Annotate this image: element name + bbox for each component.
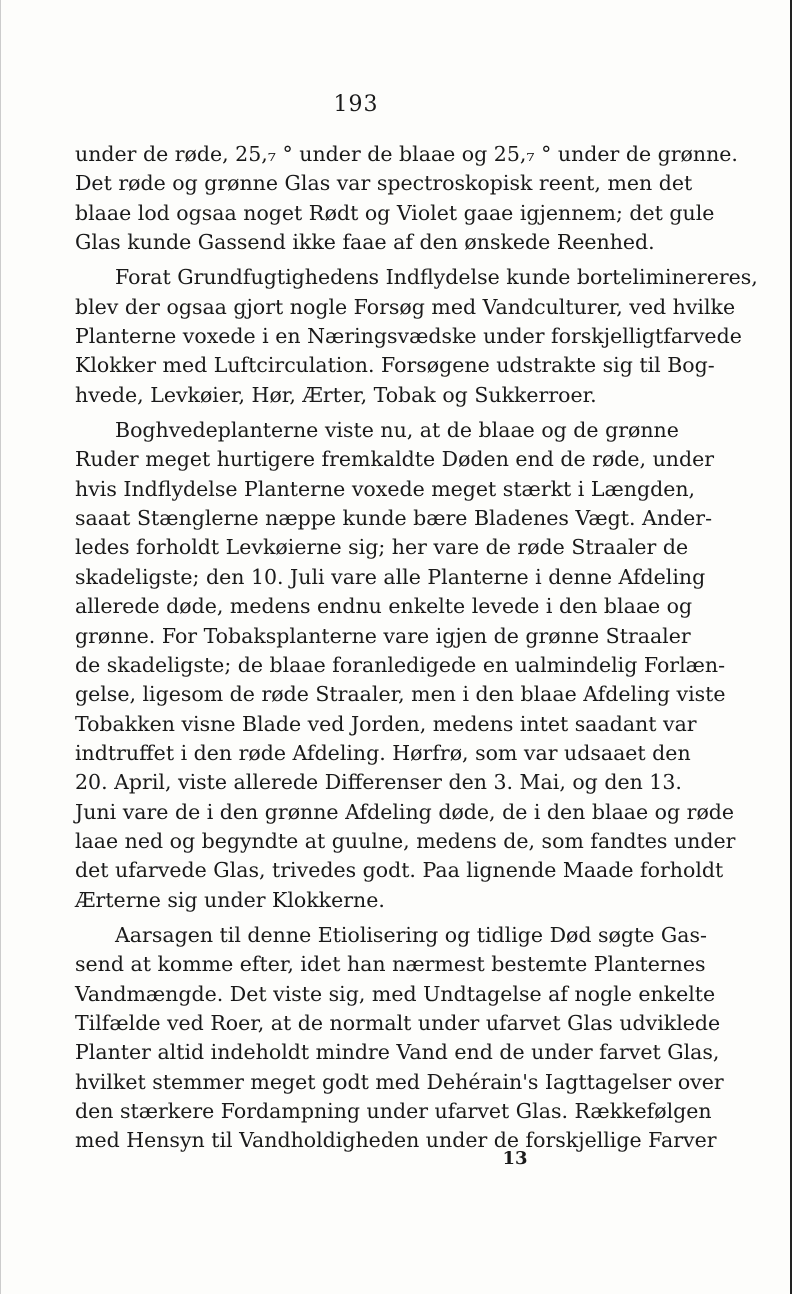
text-line: ledes forholdt Levkøierne sig; her vare de røde Straaler de <box>75 535 689 560</box>
text-line: indtruffet i den røde Afdeling. Hørfrø, som var udsaaet den <box>75 740 691 765</box>
paragraph <box>75 921 724 1156</box>
text-line: gelse, ligesom de røde Straaler, men i den blaae Afdeling viste <box>75 682 726 707</box>
text-line: skadeligste; den 10. Juli vare alle Planterne i denne Afdeling <box>75 564 706 589</box>
text-line: Glas kunde Gassend ikke faae af den ønskede Reenhed. <box>75 230 655 255</box>
text-line: med Hensyn til Vandholdigheden under de forskjellige Farver <box>75 1128 717 1153</box>
body-text <box>75 140 758 1156</box>
text-line: Planterne voxede i en Næringsvædske under forskjelligtfarvede <box>75 324 742 349</box>
paragraph <box>75 416 736 915</box>
text-line: Boghvedeplanterne viste nu, at de blaae og de grønne <box>115 418 679 443</box>
text-line: Juni vare de i den grønne Afdeling døde, de i den blaae og røde <box>75 799 735 824</box>
text-line: grønne. For Tobaksplanterne vare igjen de grønne Straaler <box>75 623 691 648</box>
text-line: Ruder meget hurtigere fremkaldte Døden end de røde, under <box>75 447 715 472</box>
text-line: under de røde, 25,₇ ° under de blaae og 25,₇ ° under de grønne. <box>75 142 738 166</box>
text-line: hvis Indflydelse Planterne voxede meget stærkt i Længden, <box>75 476 696 501</box>
text-line: Aarsagen til denne Etiolisering og tidlige Død søgte Gas- <box>115 922 707 947</box>
text-line: Ærterne sig under Klokkerne. <box>75 887 385 912</box>
signature-mark: 13 <box>502 1148 528 1169</box>
paragraph <box>75 263 758 410</box>
text-line: Tobakken visne Blade ved Jorden, medens intet saadant var <box>75 711 697 736</box>
text-line: blev der ogsaa gjort nogle Forsøg med Vandculturer, ved hvilke <box>75 294 736 319</box>
text-line: Klokker med Luftcirculation. Forsøgene udstrakte sig til Bog- <box>75 353 715 378</box>
text-line: laae ned og begyndte at guulne, medens de, som fandtes under <box>75 828 736 853</box>
paragraph <box>75 140 738 257</box>
text-line: allerede døde, medens endnu enkelte levede i den blaae og <box>75 594 693 619</box>
text-line: Forat Grundfugtighedens Indflydelse kunde borteliminereres, <box>115 265 758 290</box>
text-line: hvilket stemmer meget godt med Dehérain's Iagttagelser over <box>75 1069 724 1094</box>
text-line: hvede, Levkøier, Hør, Ærter, Tobak og Sukkerroer. <box>75 382 597 407</box>
text-line: Tilfælde ved Roer, at de normalt under ufarvet Glas udviklede <box>75 1010 721 1035</box>
text-line: det ufarvede Glas, trivedes godt. Paa lignende Maade forholdt <box>75 858 724 883</box>
text-line: Planter altid indeholdt mindre Vand end de under farvet Glas, <box>75 1040 720 1065</box>
text-line: blaae lod ogsaa noget Rødt og Violet gaae igjennem; det gule <box>75 200 715 225</box>
text-line: saaat Stænglerne næppe kunde bære Bladenes Vægt. Ander- <box>75 506 713 531</box>
text-line: Det røde og grønne Glas var spectroskopisk reent, men det <box>75 171 693 196</box>
text-line: 20. April, viste allerede Differenser den 3. Mai, og den 13. <box>75 770 682 795</box>
text-line: den stærkere Fordampning under ufarvet Glas. Rækkefølgen <box>75 1099 712 1123</box>
text-line: Vandmængde. Det viste sig, med Undtagelse af nogle enkelte <box>75 981 716 1006</box>
page-left-edge <box>0 0 1 1294</box>
page-number: 193 <box>333 92 379 117</box>
text-line: send at komme efter, idet han nærmest bestemte Planternes <box>75 952 706 977</box>
text-line: de skadeligste; de blaae foranledigede en ualmindelig Forlæn- <box>75 652 726 677</box>
